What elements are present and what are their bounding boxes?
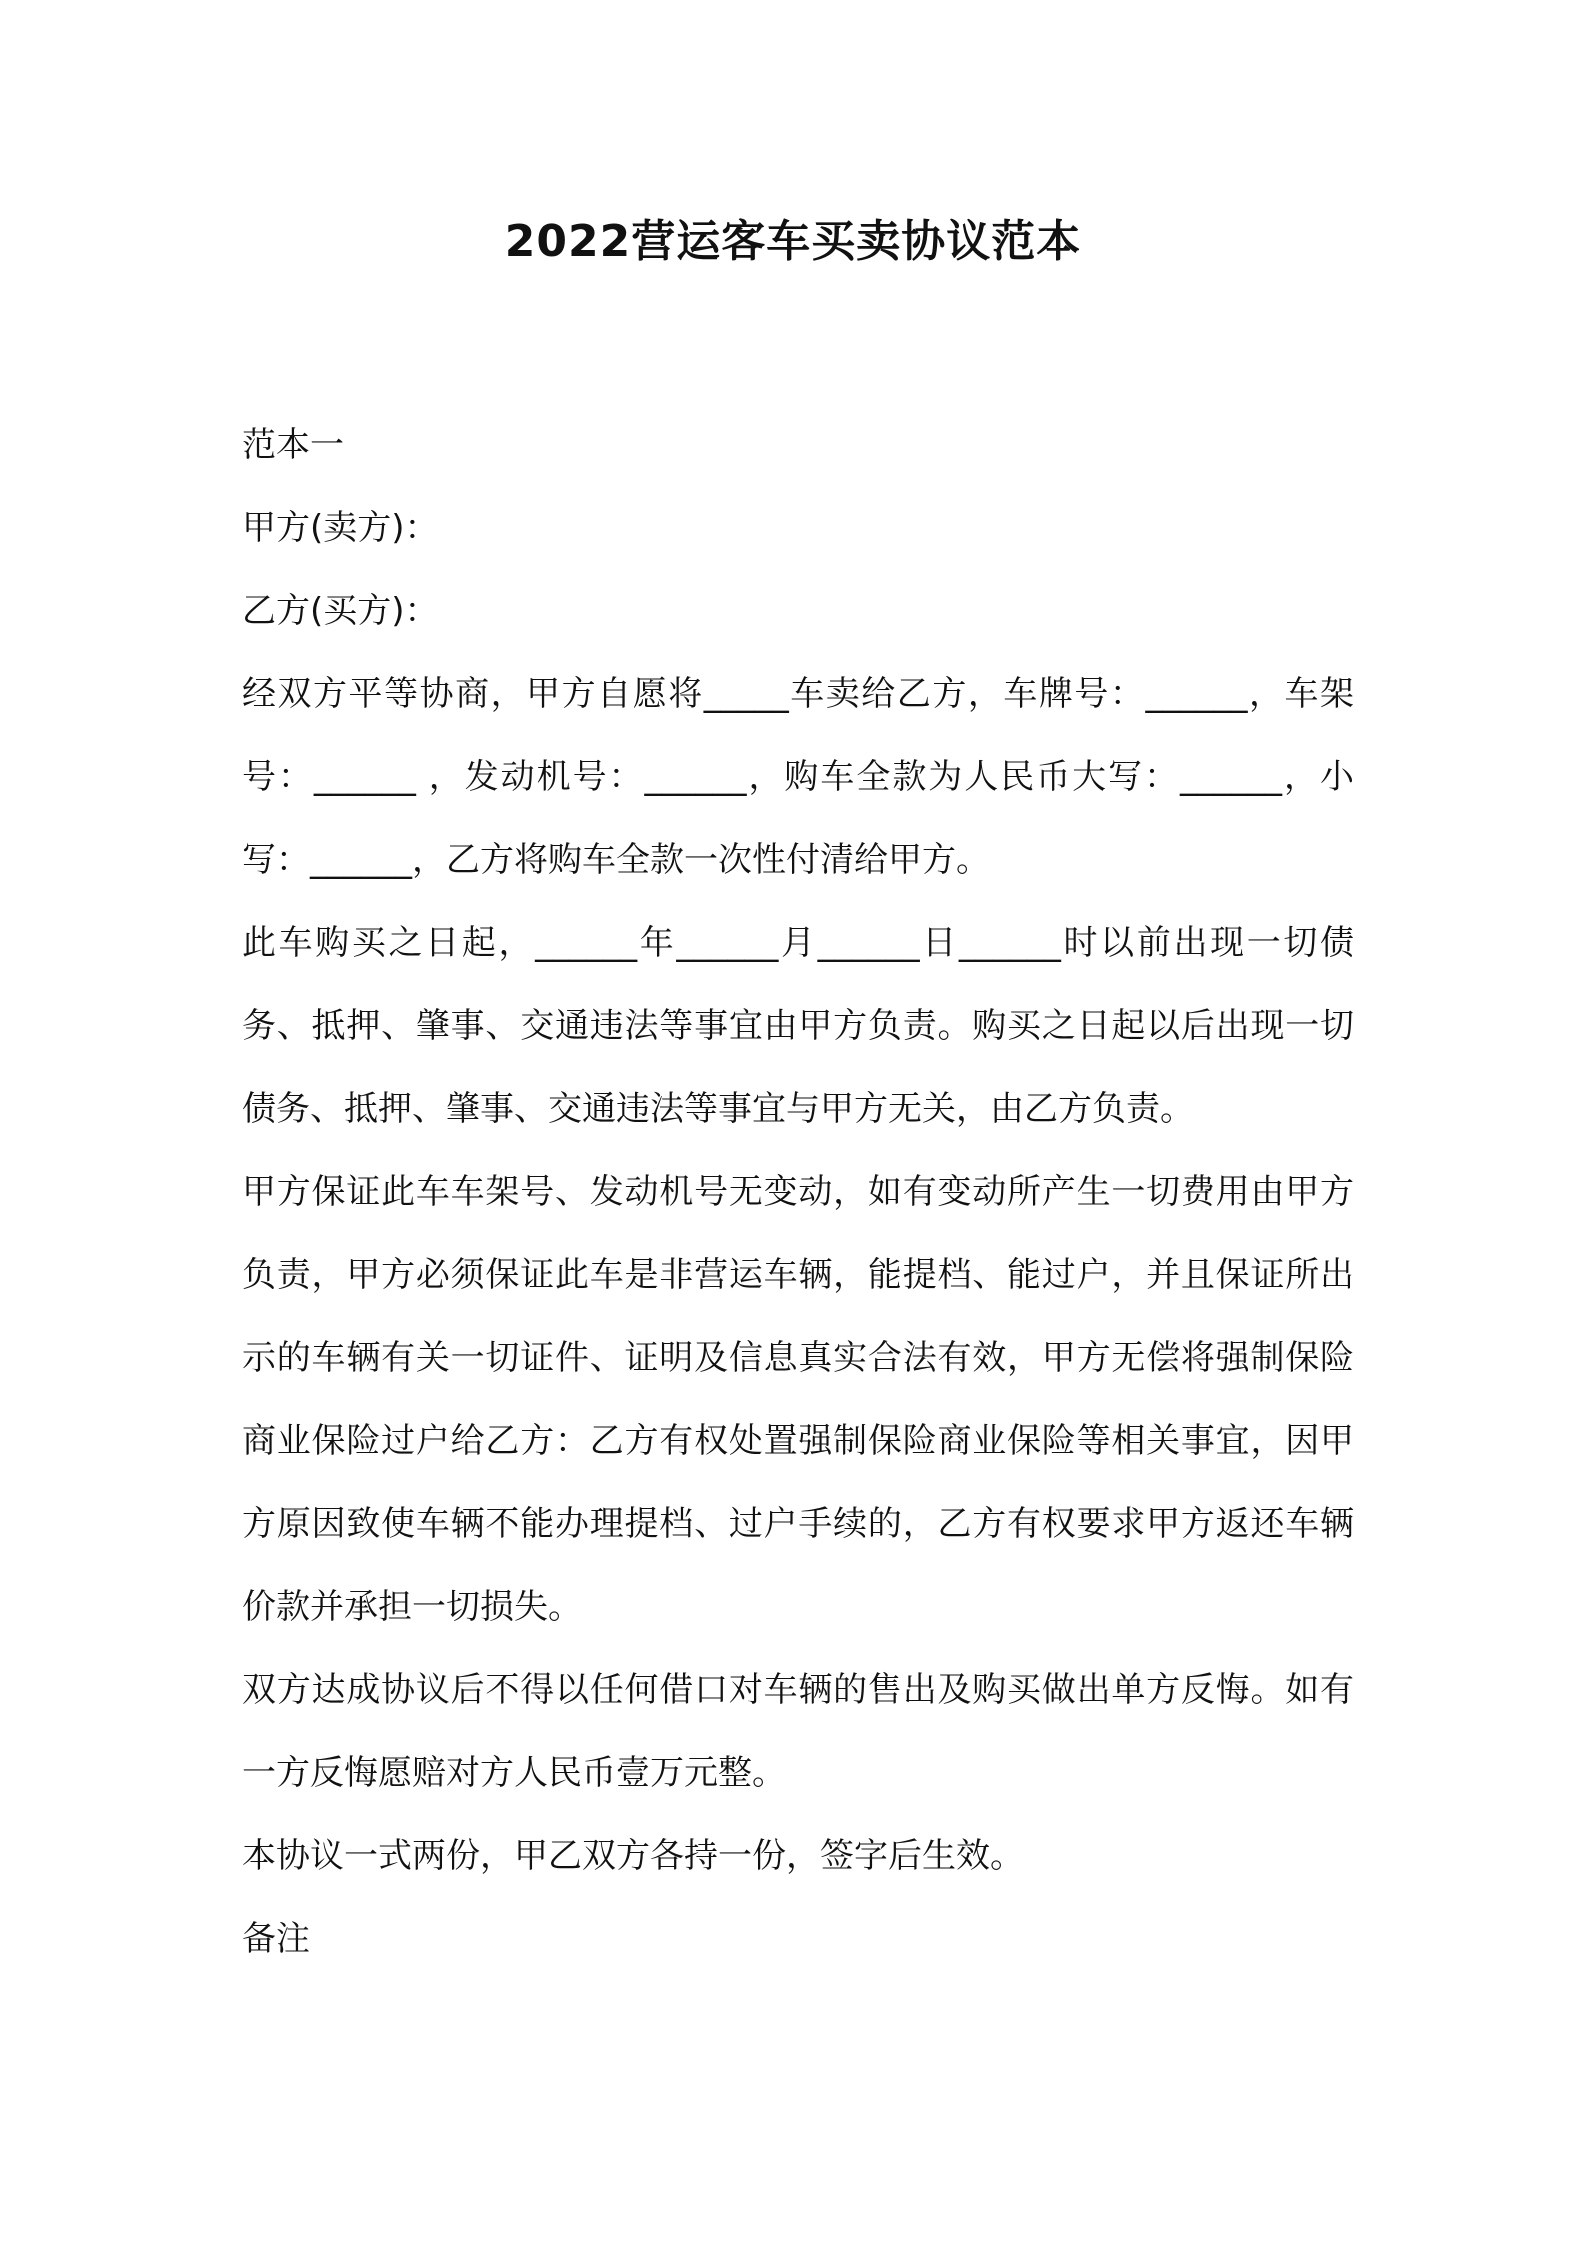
copies-paragraph: 本协议一式两份，甲乙双方各持一份，签字后生效。 [242, 1836, 1024, 1876]
document-body [242, 404, 1354, 1981]
remarks-label: 备注 [242, 1919, 310, 1959]
vehicle-info-paragraph: 经双方平等协商，甲方自愿将_____车卖给乙方，车牌号：______，车架号：______ ，发动机号：______，购车全款为人民币大写：______，小写：______，乙方将购车全款一次性付清给甲方。 [242, 674, 1354, 880]
party-a-line: 甲方(卖方)： [242, 508, 439, 548]
document-title: 2022营运客车买卖协议范本 [504, 216, 1082, 267]
liability-paragraph: 此车购买之日起，______年______月______日______时以前出现一切债务、抵押、肇事、交通违法等事宜由甲方负责。购买之日起以后出现一切债务、抵押、肇事、交通违法等事宜与甲方无关，由乙方负责。 [242, 923, 1354, 1129]
guarantee-paragraph: 甲方保证此车车架号、发动机号无变动，如有变动所产生一切费用由甲方负责，甲方必须保证此车是非营运车辆，能提档、能过户，并且保证所出示的车辆有关一切证件、证明及信息真实合法有效，甲方无偿将强制保险商业保险过户给乙方：乙方有权处置强制保险商业保险等相关事宜，因甲方原因致使车辆不能办理提档、过户手续的，乙方有权要求甲方返还车辆价款并承担一切损失。 [242, 1172, 1354, 1627]
section-heading: 范本一 [242, 425, 344, 465]
party-b-line: 乙方(买方)： [242, 591, 439, 631]
no-regret-paragraph: 双方达成协议后不得以任何借口对车辆的售出及购买做出单方反悔。如有一方反悔愿赔对方人民币壹万元整。 [242, 1670, 1354, 1793]
